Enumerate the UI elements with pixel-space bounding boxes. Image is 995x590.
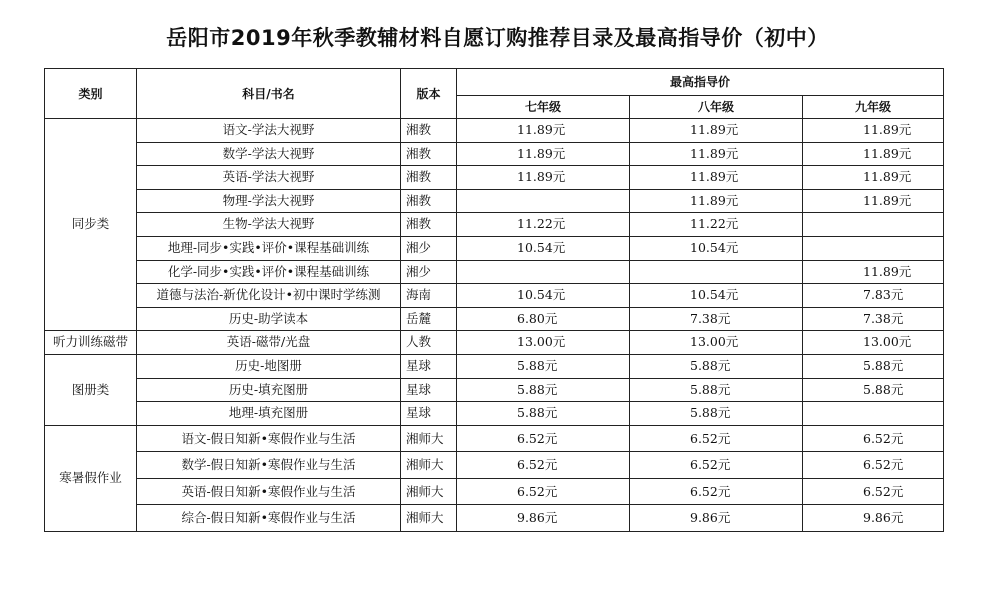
price-grade8: 10.54元 <box>630 236 803 260</box>
price-grade7: 11.89元 <box>457 142 630 166</box>
table-row <box>45 331 944 355</box>
edition-cell: 湘师大 <box>401 505 457 532</box>
price-grade7: 10.54元 <box>457 236 630 260</box>
price-grade7: 5.88元 <box>457 354 630 378</box>
price-grade9: 11.89元 <box>803 119 944 143</box>
table-row <box>45 425 944 452</box>
price-grade7 <box>457 189 630 213</box>
price-grade8: 10.54元 <box>630 284 803 308</box>
price-grade8: 7.38元 <box>630 307 803 331</box>
book-cell: 综合-假日知新•寒假作业与生活 <box>137 505 401 532</box>
price-grade9: 11.89元 <box>803 166 944 190</box>
edition-cell: 湘教 <box>401 142 457 166</box>
book-cell: 数学-学法大视野 <box>137 142 401 166</box>
header-grade9: 九年级 <box>803 96 944 119</box>
book-cell: 地理-填充图册 <box>137 402 401 426</box>
book-cell: 化学-同步•实践•评价•课程基础训练 <box>137 260 401 284</box>
table-row <box>45 452 944 479</box>
price-grade9: 11.89元 <box>803 142 944 166</box>
table-row <box>45 307 944 331</box>
price-grade7: 6.80元 <box>457 307 630 331</box>
price-grade9: 11.89元 <box>803 260 944 284</box>
edition-cell: 海南 <box>401 284 457 308</box>
header-category: 类别 <box>45 69 137 119</box>
table-row <box>45 478 944 505</box>
book-cell: 生物-学法大视野 <box>137 213 401 237</box>
book-cell: 英语-学法大视野 <box>137 166 401 190</box>
table-body <box>45 119 944 532</box>
price-grade7: 9.86元 <box>457 505 630 532</box>
price-grade9: 7.38元 <box>803 307 944 331</box>
price-grade9: 9.86元 <box>803 505 944 532</box>
price-grade8: 6.52元 <box>630 478 803 505</box>
header-row-1 <box>45 69 944 96</box>
price-grade8: 11.89元 <box>630 142 803 166</box>
price-grade8 <box>630 260 803 284</box>
price-grade7: 11.22元 <box>457 213 630 237</box>
book-cell: 语文-假日知新•寒假作业与生活 <box>137 425 401 452</box>
category-cell: 同步类 <box>45 119 137 331</box>
edition-cell: 湘师大 <box>401 478 457 505</box>
table-row <box>45 378 944 402</box>
price-grade8: 11.89元 <box>630 166 803 190</box>
price-grade9: 7.83元 <box>803 284 944 308</box>
book-cell: 语文-学法大视野 <box>137 119 401 143</box>
category-cell: 听力训练磁带 <box>45 331 137 355</box>
header-max-price: 最高指导价 <box>457 69 944 96</box>
price-grade9: 6.52元 <box>803 425 944 452</box>
price-grade8: 5.88元 <box>630 354 803 378</box>
price-grade7: 5.88元 <box>457 378 630 402</box>
document-title: 岳阳市2019年秋季教辅材料自愿订购推荐目录及最高指导价（初中） <box>166 26 829 50</box>
price-grade7: 11.89元 <box>457 119 630 143</box>
price-grade9: 11.89元 <box>803 189 944 213</box>
table-row <box>45 213 944 237</box>
price-grade7: 6.52元 <box>457 452 630 479</box>
price-grade7: 5.88元 <box>457 402 630 426</box>
edition-cell: 岳麓 <box>401 307 457 331</box>
table-row <box>45 354 944 378</box>
price-grade7: 6.52元 <box>457 425 630 452</box>
price-grade9: 13.00元 <box>803 331 944 355</box>
table-row <box>45 166 944 190</box>
book-cell: 数学-假日知新•寒假作业与生活 <box>137 452 401 479</box>
edition-cell: 湘师大 <box>401 425 457 452</box>
book-cell: 地理-同步•实践•评价•课程基础训练 <box>137 236 401 260</box>
price-grade9 <box>803 213 944 237</box>
table-row <box>45 236 944 260</box>
price-grade7 <box>457 260 630 284</box>
price-grade9 <box>803 236 944 260</box>
edition-cell: 湘教 <box>401 189 457 213</box>
price-grade8: 6.52元 <box>630 425 803 452</box>
price-grade7: 6.52元 <box>457 478 630 505</box>
price-grade8: 11.89元 <box>630 119 803 143</box>
price-grade7: 13.00元 <box>457 331 630 355</box>
book-cell: 道德与法治-新优化设计•初中课时学练测 <box>137 284 401 308</box>
price-table <box>44 68 944 532</box>
edition-cell: 湘教 <box>401 213 457 237</box>
price-grade8: 6.52元 <box>630 452 803 479</box>
price-grade7: 10.54元 <box>457 284 630 308</box>
edition-cell: 湘教 <box>401 166 457 190</box>
price-grade9: 5.88元 <box>803 378 944 402</box>
edition-cell: 星球 <box>401 378 457 402</box>
book-cell: 历史-助学读本 <box>137 307 401 331</box>
category-cell: 寒暑假作业 <box>45 425 137 531</box>
price-grade8: 13.00元 <box>630 331 803 355</box>
header-grade8: 八年级 <box>630 96 803 119</box>
price-grade8: 5.88元 <box>630 378 803 402</box>
table-row <box>45 402 944 426</box>
table-row <box>45 142 944 166</box>
edition-cell: 人教 <box>401 331 457 355</box>
table-row <box>45 189 944 213</box>
table-row <box>45 260 944 284</box>
price-grade9: 6.52元 <box>803 478 944 505</box>
table-row <box>45 505 944 532</box>
book-cell: 英语-磁带/光盘 <box>137 331 401 355</box>
edition-cell: 湘师大 <box>401 452 457 479</box>
price-grade9 <box>803 402 944 426</box>
price-grade8: 11.22元 <box>630 213 803 237</box>
price-grade9: 6.52元 <box>803 452 944 479</box>
edition-cell: 湘少 <box>401 236 457 260</box>
edition-cell: 湘教 <box>401 119 457 143</box>
book-cell: 英语-假日知新•寒假作业与生活 <box>137 478 401 505</box>
header-grade7: 七年级 <box>457 96 630 119</box>
book-cell: 历史-地图册 <box>137 354 401 378</box>
price-grade8: 5.88元 <box>630 402 803 426</box>
category-cell: 图册类 <box>45 354 137 425</box>
table-row <box>45 119 944 143</box>
edition-cell: 星球 <box>401 402 457 426</box>
price-grade9: 5.88元 <box>803 354 944 378</box>
book-cell: 物理-学法大视野 <box>137 189 401 213</box>
table-row <box>45 284 944 308</box>
price-grade8: 11.89元 <box>630 189 803 213</box>
edition-cell: 湘少 <box>401 260 457 284</box>
book-cell: 历史-填充图册 <box>137 378 401 402</box>
price-grade8: 9.86元 <box>630 505 803 532</box>
header-subject: 科目/书名 <box>137 69 401 119</box>
edition-cell: 星球 <box>401 354 457 378</box>
price-grade7: 11.89元 <box>457 166 630 190</box>
header-edition: 版本 <box>401 69 457 119</box>
